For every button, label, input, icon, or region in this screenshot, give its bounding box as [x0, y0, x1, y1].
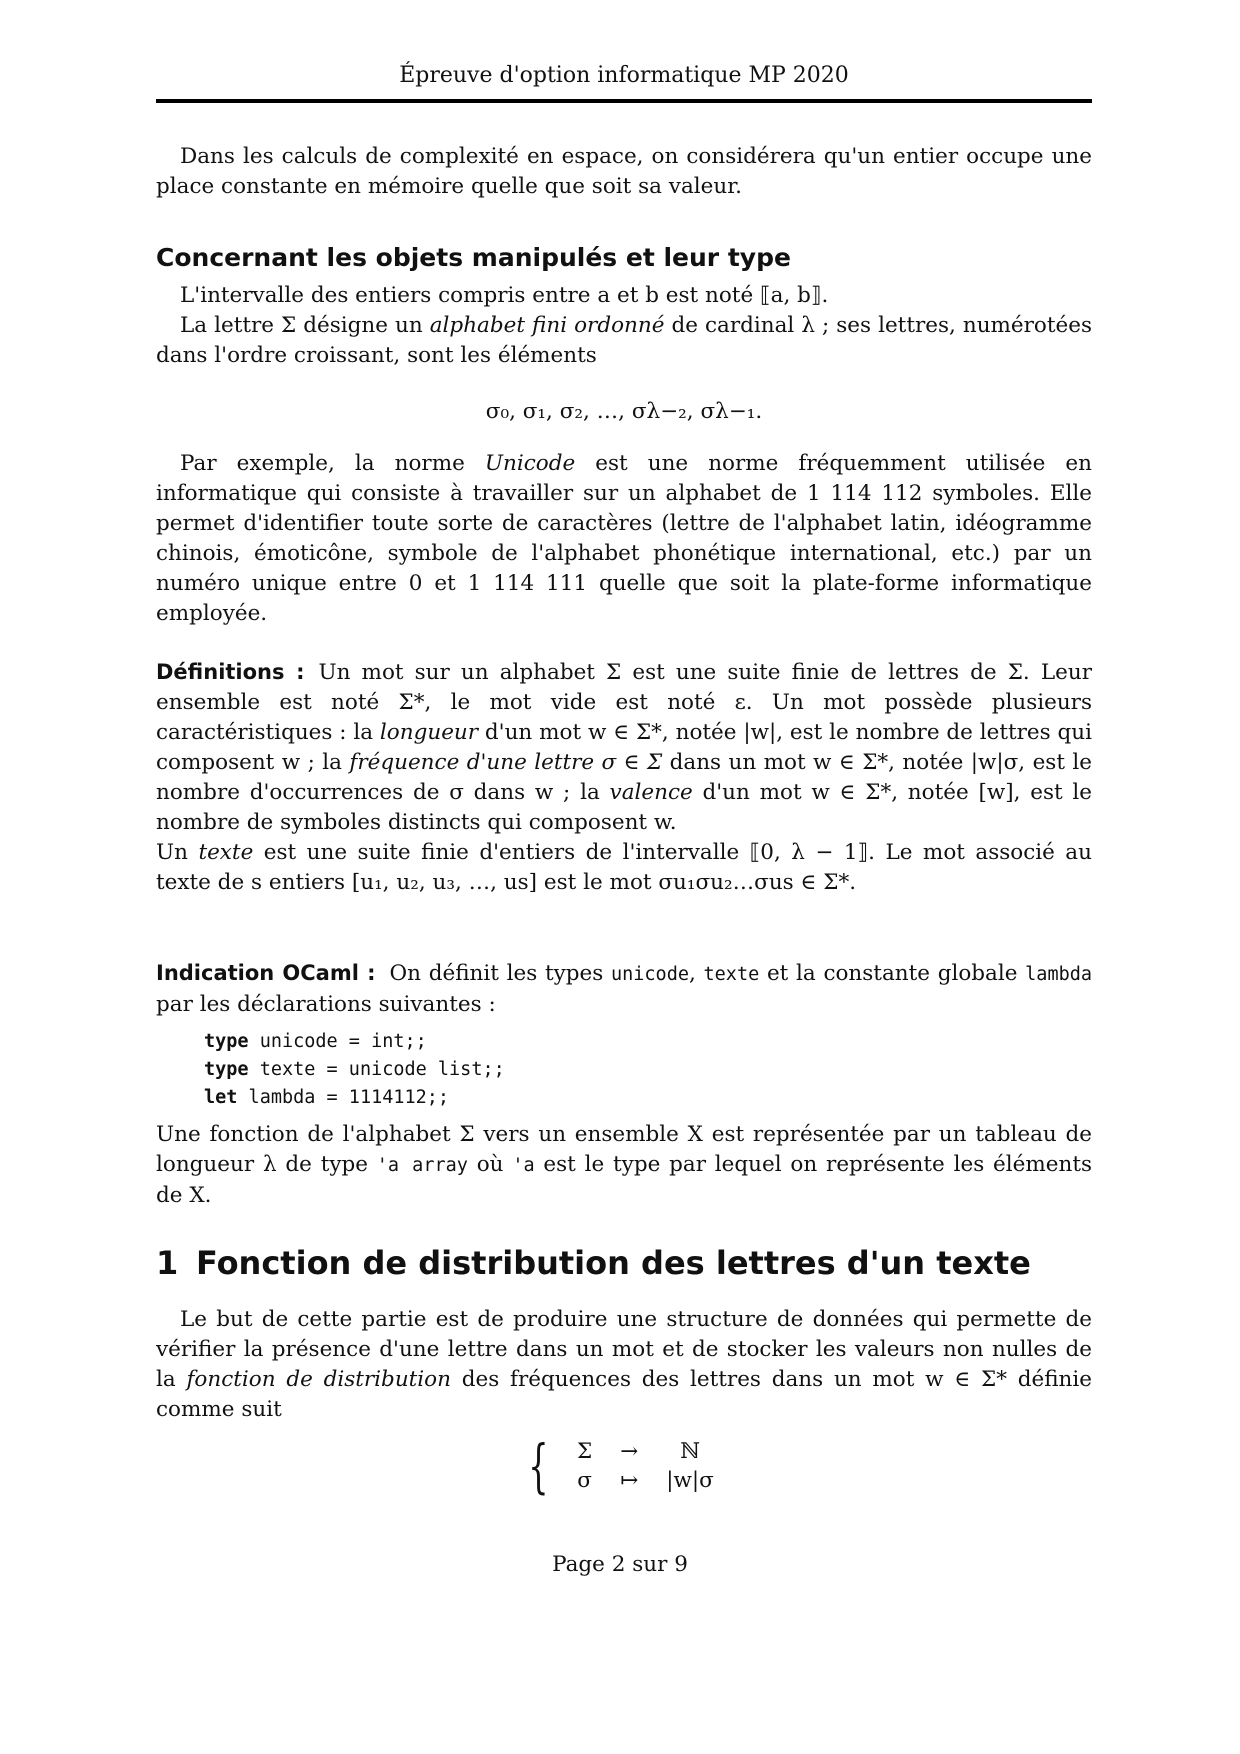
ocaml-label: Indication OCaml :	[156, 961, 376, 985]
code-line: type texte = unicode list;;	[204, 1059, 505, 1080]
interval-line: L'intervalle des entiers compris entre a et b est noté ⟦a, b⟧.	[180, 283, 829, 308]
unicode-paragraph: Par exemple, la norme Unicode est une norme fréquemment utilisée en informatique qui consiste à travailler sur un alphabet de 1 114 112 symboles. Elle permet d'identifier toute sorte de caractères (lettre de l'alphabet latin, idéogramme chinois, émoticône, symbole de l'alphabet phonétique international, etc.) par un numéro unique entre 0 et 1 114 111 quelle que soit la plate-forme informatique employée.	[156, 451, 1092, 626]
intro-paragraph: Dans les calculs de complexité en espace, on considérera qu'un entier occupe une place constante en mémoire quelle que soit sa valeur.	[156, 144, 1092, 199]
case-left: Σ	[577, 1439, 593, 1464]
case-arrow: →	[620, 1439, 639, 1464]
case-right: ℕ	[680, 1439, 700, 1464]
sigma-sequence: σ₀, σ₁, σ₂, …, σλ−₂, σλ−₁.	[485, 399, 763, 424]
code-line: let lambda = 1114112;;	[204, 1087, 450, 1108]
page-body	[156, 62, 1092, 1500]
section-1-heading: 1 Fonction de distribution des lettres d'un texte	[156, 1244, 1031, 1282]
code-line: type unicode = int;;	[204, 1031, 427, 1052]
running-header: Épreuve d'option informatique MP 2020	[399, 63, 849, 88]
case-maps-to: ↦	[620, 1468, 639, 1493]
objects-heading: Concernant les objets manipulés et leur type	[156, 243, 791, 272]
texte-paragraph: Un texte est une suite finie d'entiers de l'intervalle ⟦0, λ − 1⟧. Le mot associé au texte de s entiers [u₁, u₂, u₃, …, us] est le mot σu₁σu₂…σus ∈ Σ*.	[156, 840, 1092, 895]
section-1-paragraph: Le but de cette partie est de produire une structure de données qui permette de vérifier la présence d'une lettre dans un mot et de stocker les valeurs non nulles de la fonction de distribution des fréquences des lettres dans un mot w ∈ Σ* définie comme suit	[156, 1307, 1092, 1422]
distribution-definition	[156, 1432, 1092, 1500]
case-left: σ	[577, 1468, 592, 1493]
header-rule	[156, 99, 1092, 103]
left-brace: {	[528, 1432, 549, 1500]
ocaml-paragraph: Indication OCaml : On définit les types unicode, texte et la constante globale lambda par les déclarations suivantes :	[156, 961, 1092, 1017]
function-array-paragraph: Une fonction de l'alphabet Σ vers un ensemble X est représentée par un tableau de longueur λ de type 'a array où 'a est le type par lequel on représente les éléments de X.	[156, 1122, 1092, 1208]
page-footer: Page 2 sur 9	[552, 1552, 688, 1577]
ocaml-code-block	[156, 1028, 1092, 1112]
definitions-paragraph: Définitions : Un mot sur un alphabet Σ est une suite finie de lettres de Σ. Leur ensemble est noté Σ*, le mot vide est noté ε. Un mot possède plusieurs caractéristiques : la longueur d'un mot w ∈ Σ*, notée |w|, est le nombre de lettres qui composent w ; la fréquence d'une lettre σ ∈ Σ dans un mot w ∈ Σ*, notée |w|σ, est le nombre d'occurrences de σ dans w ; la valence d'un mot w ∈ Σ*, notée [w], est le nombre de symboles distincts qui composent w.	[156, 660, 1092, 835]
definitions-label: Définitions :	[156, 660, 305, 684]
case-right: |w|σ	[666, 1468, 714, 1493]
alphabet-paragraph: La lettre Σ désigne un alphabet fini ordonné de cardinal λ ; ses lettres, numérotées dans l'ordre croissant, sont les éléments	[156, 313, 1092, 368]
